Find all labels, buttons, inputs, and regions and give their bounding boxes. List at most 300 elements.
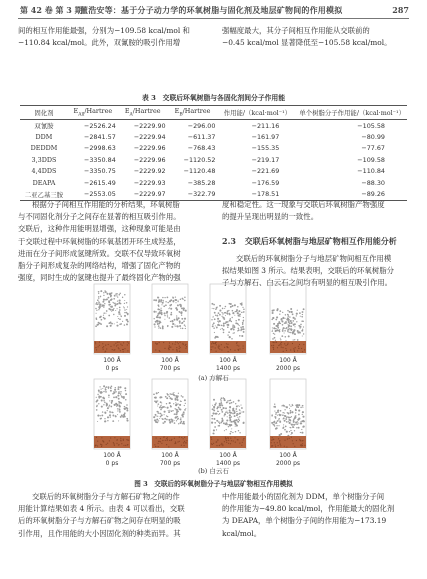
resin-atom [290,411,292,413]
resin-atom [228,426,229,427]
mineral-atom [120,350,121,351]
resin-atom [124,312,125,313]
resin-atom [98,396,100,398]
mineral-atom [177,351,178,352]
resin-atom [180,305,182,307]
resin-atom [181,401,182,402]
resin-atom [291,329,293,331]
mineral-atom [279,441,280,442]
resin-atom [113,308,114,309]
resin-atom [290,427,291,428]
resin-atom [179,311,181,313]
resin-atom [239,409,240,410]
mineral-atom [211,443,212,444]
resin-atom [224,413,226,415]
resin-atom [223,397,224,398]
resin-atom [118,392,120,394]
resin-atom [120,391,122,393]
resin-atom [273,424,275,426]
mineral-atom [169,349,170,350]
mineral-atom [302,445,303,446]
resin-atom [274,406,275,407]
mineral-atom [215,347,216,348]
resin-atom [289,311,291,313]
mineral-atom [178,343,179,344]
resin-atom [238,418,240,420]
mineral-atom [211,437,212,438]
resin-atom [230,328,232,330]
resin-atom [235,322,237,324]
resin-atom [160,312,162,314]
mineral-atom [281,347,282,348]
resin-atom [276,329,278,331]
mineral-atom [234,350,235,351]
resin-atom [172,296,173,297]
time-label: 1400 ps [215,364,241,372]
resin-atom [98,303,99,304]
resin-atom [119,386,121,388]
resin-atom [95,308,97,310]
mineral-atom [113,443,114,444]
resin-atom [158,403,160,405]
resin-atom [101,305,103,307]
resin-atom [296,427,297,428]
mineral-atom [166,438,167,439]
resin-atom [108,315,110,317]
resin-atom [221,405,223,407]
mineral-atom [120,440,121,441]
cell-value: −155.35 [251,144,280,153]
scale-label: 100 Å [219,452,237,459]
mineral-atom [230,443,231,444]
resin-atom [235,408,237,410]
resin-atom [178,393,179,394]
mineral-atom [221,444,222,445]
mineral-atom [291,437,292,438]
mineral-atom [298,346,299,347]
resin-atom [183,423,185,425]
mineral-atom [299,439,300,440]
resin-atom [301,420,303,422]
resin-atom [108,406,109,407]
resin-atom [294,319,295,320]
text-line: 脂分子间形成复杂的网络结构，增强了固化产物的 [18,261,181,271]
cell-curing-agent: 二亚乙基三胺 [20,188,68,200]
mineral-atom [273,349,274,350]
resin-atom [233,333,234,334]
resin-atom [167,407,169,409]
resin-atom [104,318,106,320]
resin-atom [216,336,218,338]
mineral-atom [125,445,126,446]
resin-atom [275,423,276,424]
resin-atom [178,403,179,404]
resin-atom [159,321,161,323]
scale-label: 100 Å [279,357,297,364]
resin-atom [224,415,225,416]
mineral-atom [287,438,288,439]
resin-atom [292,426,294,428]
resin-atom [286,431,288,433]
resin-atom [96,401,98,403]
journal-volume: 第 42 卷 第 3 期 [20,5,83,15]
resin-atom [103,397,104,398]
resin-atom [241,412,242,413]
resin-atom [238,414,239,415]
mineral-atom [156,344,157,345]
resin-atom [158,392,159,393]
mineral-atom [236,343,237,344]
resin-atom [185,408,186,409]
resin-atom [283,317,284,318]
resin-atom [163,423,164,424]
mineral-atom [297,350,298,351]
resin-atom [282,329,283,330]
resin-atom [289,404,290,405]
mineral-atom [273,347,274,348]
resin-atom [221,312,222,313]
mineral-atom [224,441,225,442]
resin-atom [113,397,115,399]
resin-atom [171,410,173,412]
resin-atom [277,327,279,329]
mineral-atom [158,446,159,447]
resin-atom [273,406,275,408]
subcaption-calcite: (a) 方解石 [198,374,229,382]
resin-atom [231,402,233,404]
resin-atom [159,309,160,310]
resin-atom [234,415,236,417]
resin-atom [216,327,218,329]
resin-atom [286,421,288,423]
mineral-atom [238,349,239,350]
resin-atom [295,415,296,416]
text-line: 引作用，且作用能的大小因固化剂的种类而异。其 [18,528,181,538]
resin-atom [303,420,305,422]
mineral-atom [114,344,115,345]
resin-atom [216,408,218,410]
resin-atom [112,393,114,395]
resin-atom [231,428,232,429]
resin-atom [293,317,294,318]
mineral-atom [285,345,286,346]
resin-atom [230,303,232,305]
resin-atom [221,316,222,317]
resin-atom [215,315,216,316]
resin-atom [103,295,104,296]
resin-atom [287,329,289,331]
resin-atom [300,422,302,424]
resin-atom [303,420,304,421]
resin-atom [280,338,281,339]
resin-atom [114,389,116,391]
resin-atom [221,418,223,420]
resin-atom [302,405,304,407]
resin-atom [281,335,283,337]
resin-atom [165,396,167,398]
resin-atom [100,396,102,398]
resin-atom [158,412,160,414]
resin-atom [211,418,213,420]
resin-atom [296,404,298,406]
resin-atom [278,410,280,412]
resin-atom [109,414,111,416]
mineral-atom [118,347,119,348]
mineral-atom [163,342,164,343]
resin-atom [119,313,121,315]
resin-atom [111,403,112,404]
resin-atom [287,330,288,331]
resin-atom [173,403,174,404]
resin-atom [220,405,222,407]
resin-atom [272,317,274,319]
resin-atom [170,308,172,310]
mineral-atom [163,437,164,438]
scale-label: 100 Å [161,452,179,459]
resin-atom [160,308,161,309]
mineral-atom [118,348,119,349]
simulation-box [152,379,188,449]
resin-atom [182,299,183,300]
resin-atom [103,391,104,392]
resin-atom [275,319,277,321]
resin-atom [104,418,105,419]
resin-atom [104,412,106,414]
resin-atom [280,433,282,435]
resin-atom [177,418,179,420]
resin-atom [102,411,103,412]
mineral-atom [227,347,228,348]
mineral-atom [104,351,105,352]
resin-atom [165,407,166,408]
resin-atom [274,425,275,426]
resin-atom [184,409,186,411]
resin-atom [301,330,303,332]
resin-atom [302,329,303,330]
resin-atom [213,413,214,414]
resin-atom [211,422,213,424]
resin-atom [116,325,118,327]
resin-atom [180,328,181,329]
mineral-atom [228,351,229,352]
resin-atom [100,323,102,325]
resin-atom [176,395,178,397]
resin-atom [114,295,116,297]
resin-atom [212,408,214,410]
resin-atom [178,423,179,424]
resin-atom [103,400,105,402]
mineral-atom [271,345,272,346]
mineral-atom [221,443,222,444]
mineral-atom [158,441,159,442]
resin-atom [236,414,238,416]
resin-atom [223,323,225,325]
resin-atom [231,416,232,417]
cell-value: −105.58 [357,121,385,130]
mineral-atom [168,348,169,349]
resin-atom [281,319,283,321]
resin-atom [157,416,158,417]
resin-atom [114,303,116,305]
mineral-atom [275,446,276,447]
mineral-atom [222,444,223,445]
resin-atom [110,387,111,388]
mineral-atom [211,439,212,440]
resin-atom [215,402,217,404]
resin-atom [284,405,285,406]
resin-atom [112,412,114,414]
resin-atom [165,301,166,302]
cell-value: −2229.94 [133,133,166,142]
mineral-atom [273,439,274,440]
table-header-row [20,106,407,120]
resin-atom [103,385,105,387]
resin-atom [108,322,110,324]
resin-atom [225,321,227,323]
mineral-atom [185,442,186,443]
resin-atom [219,314,221,316]
resin-atom [275,412,277,414]
resin-atom [179,408,180,409]
mineral-atom [179,342,180,343]
resin-atom [242,326,244,328]
resin-atom [164,411,166,413]
resin-atom [217,315,218,316]
resin-atom [293,421,295,423]
resin-atom [227,401,228,402]
resin-atom [276,425,277,426]
resin-atom [111,402,113,404]
resin-atom [110,322,111,323]
resin-atom [302,432,304,434]
resin-atom [226,429,227,430]
mineral-atom [212,444,213,445]
mineral-atom [211,343,212,344]
resin-atom [99,398,100,399]
mineral-atom [219,349,220,350]
resin-atom [116,304,117,305]
resin-atom [274,333,275,334]
resin-atom [226,312,228,314]
resin-atom [230,306,231,307]
resin-atom [241,302,242,303]
resin-atom [290,332,292,334]
resin-atom [237,306,239,308]
mineral-atom [272,439,273,440]
resin-atom [239,432,240,433]
resin-atom [160,401,162,403]
resin-atom [227,324,229,326]
resin-atom [160,301,162,303]
resin-atom [113,302,114,303]
resin-atom [221,403,223,405]
simulation-box [210,284,246,354]
resin-atom [212,412,214,414]
calcite-snapshot-2 [206,283,250,357]
calcite-slab [210,341,246,353]
resin-atom [97,421,98,422]
resin-atom [179,409,181,411]
resin-atom [296,313,298,315]
header-interaction-energy: 作用能/（kcal·mol⁻¹） [217,106,297,120]
resin-atom [172,421,174,423]
resin-atom [293,324,295,326]
resin-atom [158,328,159,329]
resin-atom [292,320,294,322]
resin-atom [227,313,229,315]
resin-atom [224,399,226,401]
resin-atom [215,325,216,326]
resin-atom [116,322,117,323]
resin-atom [106,291,107,292]
text-line: 根据分子间相互作用能的分析结果，环氧树脂 [32,200,180,209]
header-e-all: $E_{All}$/Hartree [68,106,118,120]
resin-atom [98,291,100,293]
resin-atom [276,422,278,424]
resin-atom [154,400,156,402]
resin-atom [290,417,291,418]
resin-atom [288,325,290,327]
resin-atom [223,325,225,327]
resin-atom [292,404,293,405]
resin-atom [161,407,163,409]
resin-atom [96,400,98,402]
resin-atom [217,324,219,326]
resin-atom [108,304,110,306]
resin-atom [295,334,296,335]
resin-atom [281,405,282,406]
cell-value: −2526.24 [83,121,116,130]
resin-atom [274,406,276,408]
resin-atom [241,335,243,337]
mineral-atom [105,345,106,346]
resin-atom [214,419,215,420]
mineral-atom [120,440,121,441]
mineral-atom [230,349,231,350]
resin-atom [167,314,168,315]
mineral-atom [277,442,278,443]
resin-atom [284,415,286,417]
resin-atom [293,332,295,334]
resin-atom [126,312,127,313]
resin-atom [117,316,118,317]
resin-atom [300,328,301,329]
resin-atom [239,420,240,421]
resin-atom [214,312,216,314]
resin-atom [119,403,120,404]
resin-atom [97,394,98,395]
resin-atom [169,396,170,397]
mineral-atom [225,437,226,438]
resin-atom [223,398,225,400]
resin-atom [157,400,158,401]
resin-atom [282,428,283,429]
resin-atom [219,305,221,307]
resin-atom [118,420,119,421]
resin-atom [297,332,299,334]
resin-atom [279,414,281,416]
mineral-atom [177,441,178,442]
mineral-atom [221,349,222,350]
resin-atom [105,387,106,388]
resin-atom [126,302,128,304]
resin-atom [112,420,114,422]
mineral-atom [123,440,124,441]
mineral-atom [233,440,234,441]
mineral-atom [228,438,229,439]
resin-atom [163,406,165,408]
mineral-atom [303,344,304,345]
